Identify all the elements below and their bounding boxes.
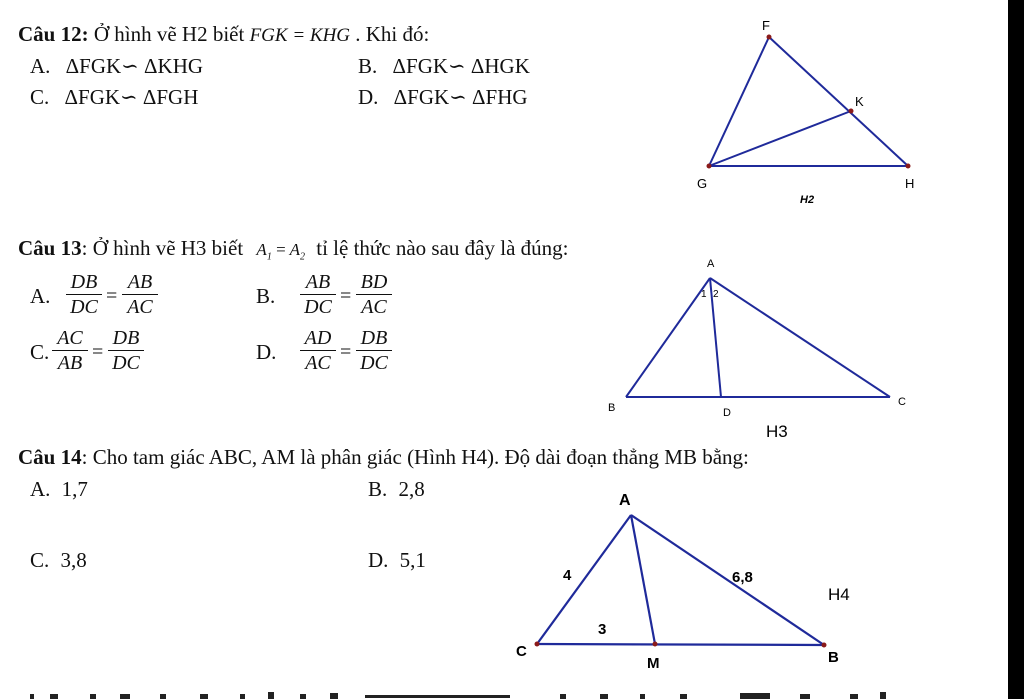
q13-option-d-frac2: DB DC — [356, 327, 392, 374]
q12-text-before: Ở hình vẽ H2 biết — [93, 22, 245, 46]
h4-label-m: M — [647, 655, 660, 672]
q13-number: Câu 13 — [18, 236, 82, 260]
h4-caption: H4 — [828, 585, 850, 604]
q13-option-d-eq: = — [340, 341, 352, 363]
h4-segment-ac — [537, 515, 631, 644]
h4-label-c: C — [516, 643, 527, 660]
h4-point-m — [653, 642, 658, 647]
q13-text-before: : Ở hình vẽ H3 biết — [81, 236, 244, 260]
right-edge-bar — [1008, 0, 1024, 699]
h3-caption: H3 — [766, 422, 788, 441]
h3-label-d: D — [723, 407, 731, 419]
q14-option-b[interactable]: B. 2,8 — [368, 477, 425, 501]
q12-formula: FGK = KHG — [249, 25, 351, 46]
q12-option-d[interactable]: D. ΔFGK∽ ΔFHG — [358, 85, 528, 109]
q13-option-a-eq: = — [106, 285, 118, 307]
h4-label-ab: 6,8 — [732, 569, 753, 586]
q13-formula: $A_1 = A_2$ — [256, 240, 305, 263]
q13-option-a-frac2: AB AC — [122, 271, 158, 318]
q13-option-d-letter[interactable]: D. — [256, 340, 277, 364]
h2-label-f: F — [762, 18, 770, 33]
q13-option-b-eq: = — [340, 285, 352, 307]
q14-number: Câu 14 — [18, 445, 82, 469]
h4-segment-ab — [631, 515, 824, 645]
h4-label-b: B — [828, 649, 839, 666]
q13-option-b-frac1: AB DC — [300, 271, 336, 318]
h4-label-cm: 3 — [598, 621, 607, 638]
h2-label-g: G — [697, 176, 708, 191]
q14-option-a[interactable]: A. 1,7 — [30, 477, 88, 501]
q14-option-c[interactable]: C. 3,8 — [30, 548, 87, 572]
h4-point-b — [822, 643, 827, 648]
q13-option-b-frac2: BD AC — [356, 271, 392, 318]
q13-option-c-eq: = — [92, 341, 104, 363]
h3-label-a: A — [707, 258, 715, 270]
h4-segment-cb — [537, 644, 824, 645]
h4-segment-am — [631, 515, 655, 644]
h4-label-ac: 4 — [563, 567, 572, 584]
h3-label-c: C — [898, 396, 906, 408]
q13-option-b-letter[interactable]: B. — [256, 284, 276, 308]
q13-option-a-letter[interactable]: A. — [30, 284, 51, 308]
q13-option-c-letter[interactable]: C. — [30, 340, 50, 364]
q12-option-c[interactable]: C. ΔFGK∽ ΔFGH — [30, 85, 199, 109]
q12-option-b[interactable]: B. ΔFGK∽ ΔHGK — [358, 54, 530, 78]
q13-option-a-frac1: DB DC — [66, 271, 102, 318]
cut-off-next-line — [0, 688, 1008, 699]
q12-text-after: . Khi đó: — [355, 22, 430, 46]
q14-text: : Cho tam giác ABC, AM là phân giác (Hình H4). Độ dài đoạn thẳng MB bằng: — [81, 445, 749, 469]
q12-option-a[interactable]: A. ΔFGK∽ ΔKHG — [30, 54, 204, 78]
q13-text-after: tỉ lệ thức nào sau đây là đúng: — [316, 236, 569, 260]
q13-option-c-frac2: DB DC — [108, 327, 144, 374]
h3-angle-2: 2 — [713, 289, 719, 300]
q13-option-d-frac1: AD AC — [300, 327, 336, 374]
h4-label-a: A — [619, 492, 631, 509]
q12-number: Câu 12: — [18, 22, 89, 46]
h4-point-c — [535, 642, 540, 647]
h2-label-k: K — [855, 94, 864, 109]
q13-option-c-frac1: AC AB — [52, 327, 88, 374]
q14-option-d[interactable]: D. 5,1 — [368, 548, 426, 572]
h3-angle-1: 1 — [701, 289, 707, 300]
h2-label-h: H — [905, 176, 915, 191]
h3-label-b: B — [608, 402, 616, 414]
h2-caption: H2 — [800, 194, 815, 206]
